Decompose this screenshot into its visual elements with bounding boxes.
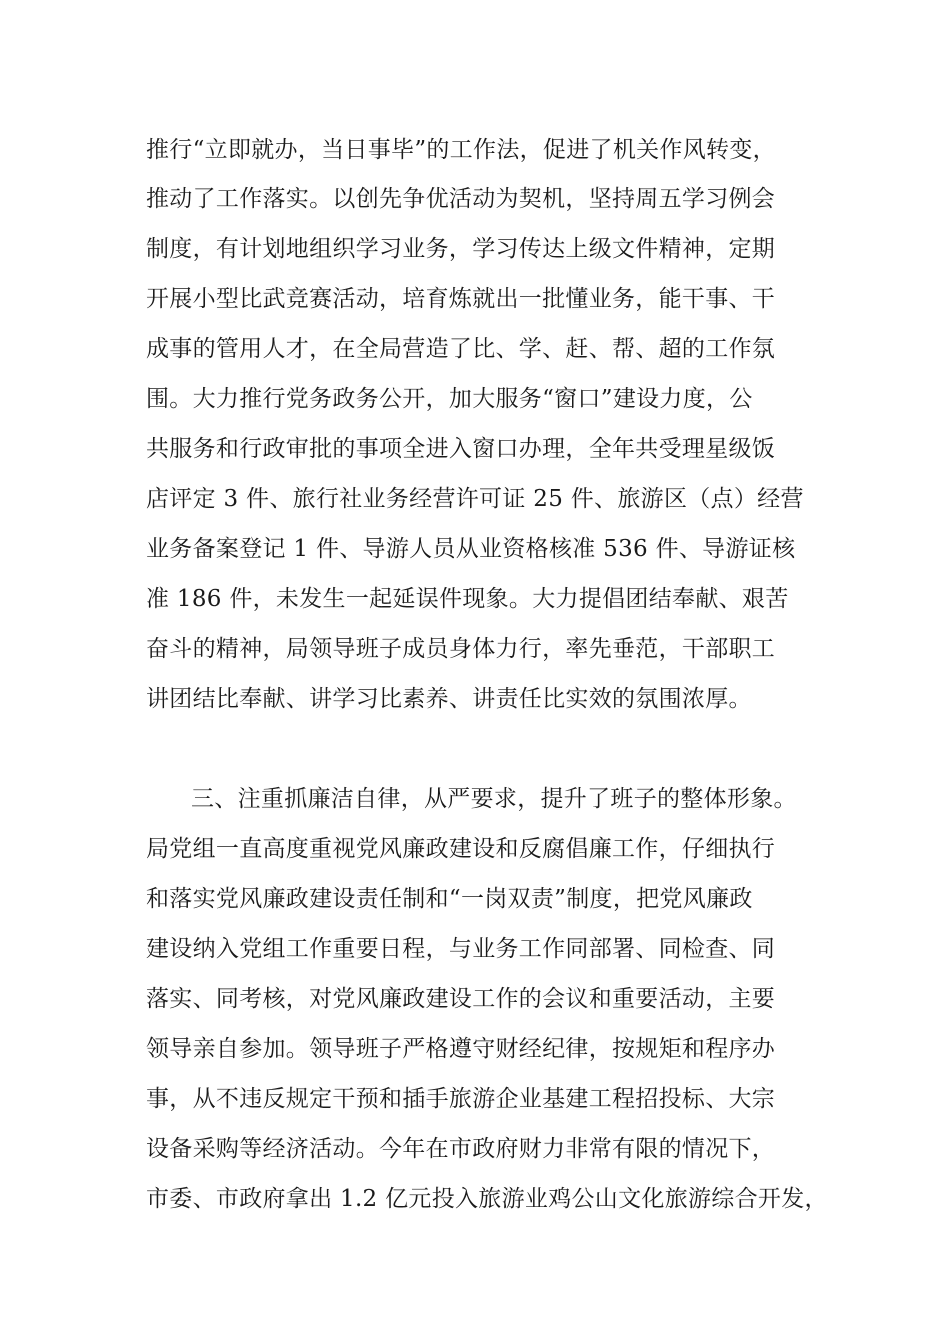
paragraph-1-line-11: 奋斗的精神，局领导班子成员身体力行，率先垂范，干部职工 <box>146 636 776 662</box>
paragraph-1-line-5: 成事的管用人才，在全局营造了比、学、赶、帮、超的工作氛 <box>146 336 776 362</box>
paragraph-2-line-4: 建设纳入党组工作重要日程，与业务工作同部署、同检查、同 <box>146 936 776 962</box>
paragraph-2-line-6: 领导亲自参加。领导班子严格遵守财经纪律，按规矩和程序办 <box>146 1036 776 1062</box>
paragraph-2-line-8: 设备采购等经济活动。今年在市政府财力非常有限的情况下， <box>146 1136 776 1162</box>
paragraph-1-line-4: 开展小型比武竞赛活动，培育炼就出一批懂业务，能干事、干 <box>146 286 776 312</box>
paragraph-1-line-12: 讲团结比奉献、讲学习比素养、讲责任比实效的氛围浓厚。 <box>146 686 752 712</box>
paragraph-1-line-7: 共服务和行政审批的事项全进入窗口办理，全年共受理星级饭 <box>146 436 776 462</box>
paragraph-2-line-1: 三、注重抓廉洁自律，从严要求，提升了班子的整体形象。 <box>191 786 797 812</box>
paragraph-1-line-1: 推行“立即就办，当日事毕”的工作法，促进了机关作风转变， <box>146 137 776 163</box>
paragraph-2-line-2: 局党组一直高度重视党风廉政建设和反腐倡廉工作，仔细执行 <box>146 836 776 862</box>
paragraph-1-line-9: 业务备案登记 1 件、导游人员从业资格核准 536 件、导游证核 <box>146 536 796 562</box>
paragraph-2-line-7: 事，从不违反规定干预和插手旅游企业基建工程招投标、大宗 <box>146 1086 776 1112</box>
paragraph-1-line-3: 制度，有计划地组织学习业务，学习传达上级文件精神，定期 <box>146 236 776 262</box>
paragraph-1-line-6: 围。大力推行党务政务公开，加大服务“窗口”建设力度，公 <box>146 386 753 412</box>
paragraph-1-line-10: 准 186 件，未发生一起延误件现象。大力提倡团结奉献、艰苦 <box>146 586 789 612</box>
paragraph-1-line-2: 推动了工作落实。以创先争优活动为契机，坚持周五学习例会 <box>146 186 776 212</box>
paragraph-2-line-3: 和落实党风廉政建设责任制和“一岗双责”制度，把党风廉政 <box>146 886 753 912</box>
paragraph-2-line-9: 市委、市政府拿出 1.2 亿元投入旅游业鸡公山文化旅游综合开发， <box>146 1186 828 1212</box>
paragraph-1-line-8: 店评定 3 件、旅行社业务经营许可证 25 件、旅游区（点）经营 <box>146 486 804 512</box>
paragraph-2-line-5: 落实、同考核，对党风廉政建设工作的会议和重要活动，主要 <box>146 986 776 1012</box>
